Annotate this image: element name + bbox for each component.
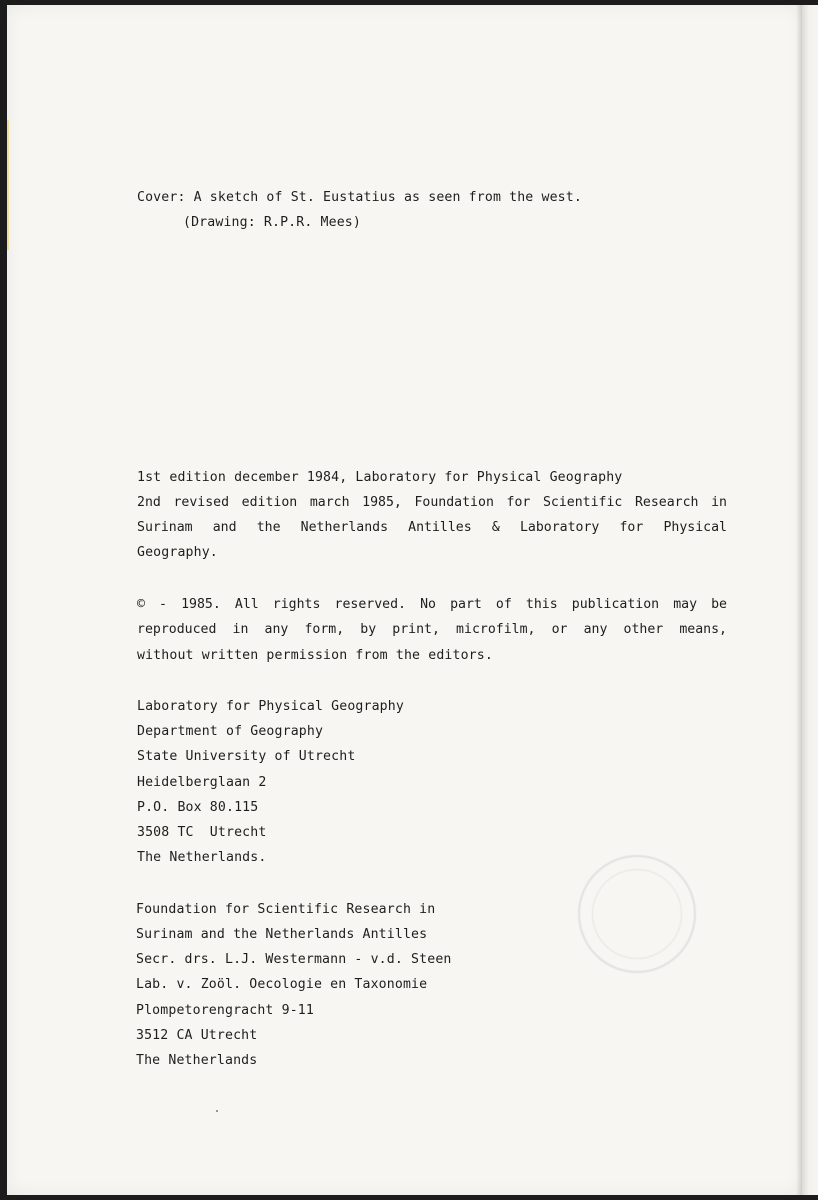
edition-line-4: Geography. [137,545,218,560]
address-line: State University of Utrecht [137,749,356,764]
edition-line-3: Surinam and the Netherlands Antilles & Laboratory for Physical [137,520,727,535]
address-line: 3512 CA Utrecht [136,1028,258,1043]
show-through-seal [578,855,696,973]
address-line: Lab. v. Zoöl. Oecologie en Taxonomie [136,977,428,992]
edition-line-1: 1st edition december 1984, Laboratory for Physical Geography [137,470,623,485]
copyright-line-1: © - 1985. All rights reserved. No part of this publication may be [137,597,727,612]
address-line: Plompetorengracht 9-11 [136,1003,314,1018]
address-line: 3508 TC Utrecht [137,825,267,840]
edition-line-2: 2nd revised edition march 1985, Foundation for Scientific Research in [137,495,727,510]
address-line: Department of Geography [137,724,324,739]
address-line: P.O. Box 80.115 [137,800,259,815]
address-line: Surinam and the Netherlands Antilles [136,927,428,942]
address-line: Heidelberglaan 2 [137,775,267,790]
ink-speck [216,1110,218,1112]
address-line: Secr. drs. L.J. Westermann - v.d. Steen [136,952,452,967]
paper-edge-stain [7,120,9,250]
cover-note-line-1: Cover: A sketch of St. Eustatius as seen from the west. [137,190,582,205]
copyright-line-3: without written permission from the editors. [137,648,493,663]
copyright-line-2: reproduced in any form, by print, microfilm, or any other means, [137,622,727,637]
adjacent-page-edge [802,5,818,1195]
address-line: The Netherlands. [137,850,267,865]
address-line: The Netherlands [136,1053,258,1068]
address-line: Foundation for Scientific Research in [136,902,436,917]
address-line: Laboratory for Physical Geography [137,699,404,714]
cover-note-line-2: (Drawing: R.P.R. Mees) [183,215,361,230]
